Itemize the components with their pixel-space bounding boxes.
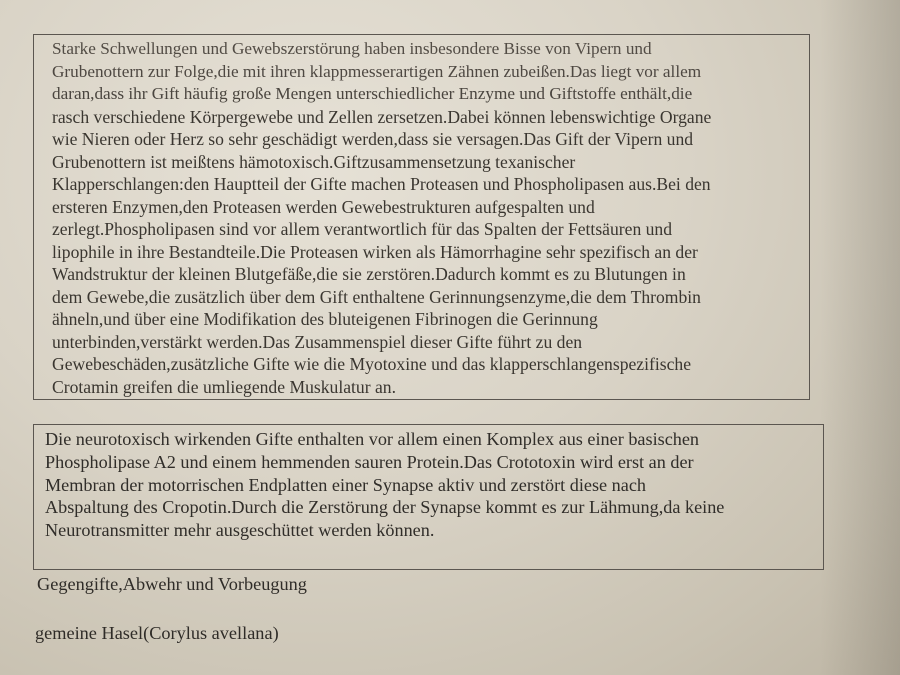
text-line: Crotamin greifen die umliegende Muskulatur an. [52, 376, 396, 397]
text-box-hemotoxic [33, 34, 810, 400]
text-line: Die neurotoxisch wirkenden Gifte enthalten vor allem einen Komplex aus einer basischen [45, 429, 700, 449]
section-heading: Gegengifte,Abwehr und Vorbeugung [37, 574, 307, 594]
text-line: Klapperschlangen:den Hauptteil der Gifte machen Proteasen und Phospholipasen aus.Bei den [52, 174, 711, 194]
page-shadow [820, 0, 900, 675]
text-line: Wandstruktur der kleinen Blutgefäße,die sie zerstören.Dadurch kommt es zu Blutungen in [52, 264, 686, 284]
text-box-neurotoxic [33, 424, 824, 570]
text-line: daran,dass ihr Gift häufig große Mengen unterschiedlicher Enzyme und Giftstoffe enthält,die [52, 84, 693, 103]
text-line: Membran der motorrischen Endplatten einer Synapse aktiv und zerstört diese nach [45, 474, 647, 495]
text-line: Starke Schwellungen und Gewebszerstörung haben insbesondere Bisse von Vipern und [52, 39, 652, 58]
text-line: ersteren Enzymen,den Proteasen werden Gewebestrukturen aufgespalten und [52, 196, 595, 217]
text-line: Abspaltung des Cropotin.Durch die Zerstörung der Synapse kommt es zur Lähmung,da keine [45, 497, 725, 518]
text-line: Gewebeschäden,zusätzliche Gifte wie die Myotoxine und das klapperschlangenspezifische [52, 354, 692, 374]
text-line: unterbinden,verstärkt werden.Das Zusammenspiel dieser Gifte führt zu den [52, 331, 583, 352]
text-line: Grubenottern zur Folge,die mit ihren klappmesserartigen Zähnen zubeißen.Das liegt vor allem [52, 61, 702, 81]
text-line: rasch verschiedene Körpergewebe und Zellen zersetzen.Dabei können lebenswichtige Organe [52, 106, 712, 127]
text-line: lipophile in ihre Bestandteile.Die Proteasen wirken als Hämorrhagine sehr spezifisch an der [52, 241, 698, 262]
text-line: ähneln,und über eine Modifikation des bluteigenen Fibrinogen die Gerinnung [52, 309, 598, 329]
text-line: Grubenottern ist meißtens hämotoxisch.Giftzusammensetzung texanischer [52, 151, 576, 172]
plant-name: gemeine Hasel(Corylus avellana) [35, 623, 279, 643]
text-line: dem Gewebe,die zusätzlich über dem Gift enthaltene Gerinnungsenzyme,die dem Thrombin [52, 286, 701, 307]
text-line: wie Nieren oder Herz so sehr geschädigt werden,dass sie versagen.Das Gift der Vipern und [52, 129, 694, 149]
text-line: Phospholipase A2 und einem hemmenden sauren Protein.Das Crototoxin wird erst an der [45, 451, 694, 472]
text-line: zerlegt.Phospholipasen sind vor allem verantwortlich für das Spalten der Fettsäuren und [52, 219, 673, 239]
text-line: Neurotransmitter mehr ausgeschüttet werden können. [45, 520, 435, 541]
